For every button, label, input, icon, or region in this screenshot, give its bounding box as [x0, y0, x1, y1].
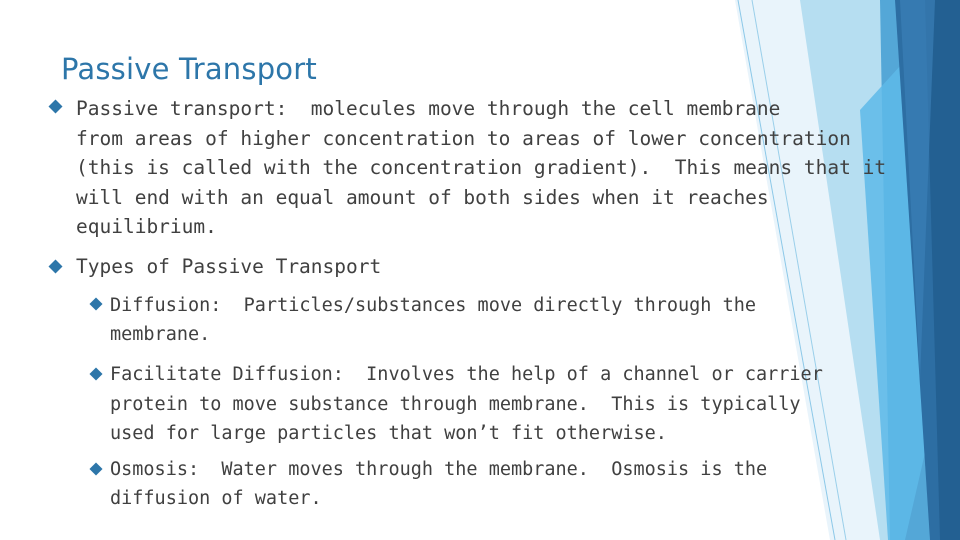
bullet-text — [110, 455, 767, 485]
diamond-bullet-icon — [89, 367, 103, 381]
bullet-text-continued — [110, 320, 210, 350]
bullet-text — [76, 94, 886, 242]
diamond-bullet-icon — [89, 462, 103, 476]
bullet-line: Types of Passive Transport — [76, 255, 382, 278]
diamond-bullet-icon — [89, 297, 103, 311]
bullet-line: membrane. — [110, 324, 211, 345]
bullet-line: diffusion of water. — [110, 488, 322, 509]
bullet-text — [76, 252, 381, 282]
bullet-line: protein to move substance through membrane. This is typically — [110, 393, 801, 415]
bullet-text-continued — [110, 484, 322, 514]
diamond-bullet-icon — [48, 99, 63, 114]
slide-title: Passive Transport — [61, 52, 317, 86]
bullet-text — [110, 360, 823, 449]
bullet-line: will end with an equal amount of both sides when it reaches — [76, 185, 769, 209]
bullet-line: Passive transport: molecules move through the cell membrane — [76, 97, 781, 120]
bullet-line: Diffusion: Particles/substances move directly through the — [110, 295, 757, 316]
bullet-line: Osmosis: Water moves through the membrane. Osmosis is the — [110, 459, 768, 480]
diamond-bullet-icon — [48, 259, 63, 274]
bullet-line: (this is called with the concentration gradient). This means that it — [76, 156, 887, 179]
bullet-line: used for large particles that won’t fit otherwise. — [110, 423, 667, 444]
bullet-line: from areas of higher concentration to areas of lower concentration — [76, 126, 851, 150]
bullet-line: Facilitate Diffusion: Involves the help of a channel or carrier — [110, 364, 823, 385]
bullet-line: equilibrium. — [76, 215, 217, 238]
bullet-text — [110, 291, 756, 321]
